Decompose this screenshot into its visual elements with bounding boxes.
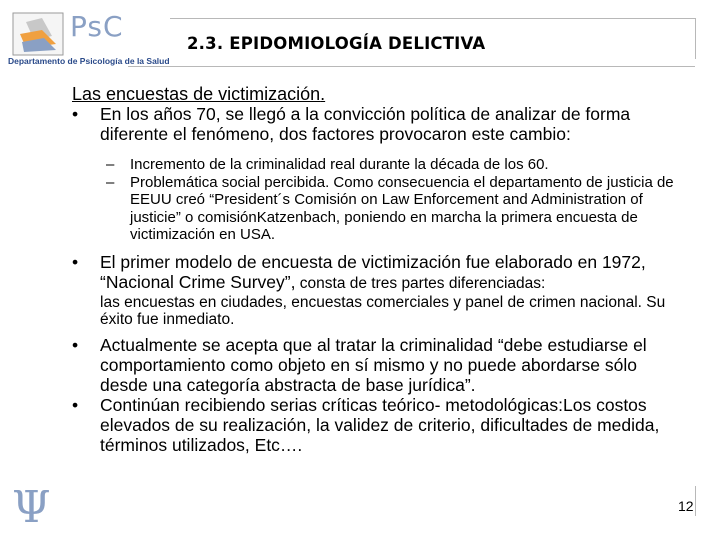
sub-bullet-text: Incremento de la criminalidad real durante la década de los 60. bbox=[130, 156, 549, 173]
sub-bullet-item bbox=[72, 156, 682, 174]
dash-icon: – bbox=[106, 173, 115, 191]
page-number: 12 bbox=[678, 498, 694, 514]
bullet-text: Actualmente se acepta que al tratar la criminalidad “debe estudiarse el comportamiento como objeto en sí mismo y no puede abordarse sólo desde una categoría abstracta de base jurídica”. bbox=[100, 334, 647, 395]
sub-bullet-text: Problemática social percibida. Como consecuencia el departamento de justicia de EEUU creó “President´s Comisión on Law Enforcement and Administration of justicie” o comisiónKatzenbach, poniendo en marcha la primera encuesta de victimización en USA. bbox=[130, 173, 674, 243]
slide-content bbox=[72, 84, 682, 455]
logo-text: PsC bbox=[70, 10, 124, 43]
department-logo bbox=[8, 10, 170, 68]
sub-bullet-item bbox=[72, 174, 682, 244]
logo-subtitle: Departamento de Psicología de la Salud bbox=[8, 56, 170, 66]
section-heading-period: . bbox=[320, 84, 326, 104]
bullet-icon: • bbox=[72, 251, 79, 272]
bullet-icon: • bbox=[72, 334, 79, 355]
slide-title: 2.3. EPIDOMIOLOGÍA DELICTIVA bbox=[187, 34, 486, 53]
psi-logo-icon: Ψ bbox=[12, 482, 51, 533]
section-heading bbox=[72, 84, 682, 104]
bullet-item bbox=[72, 104, 682, 144]
footer-divider bbox=[695, 486, 696, 516]
bullet-text: En los años 70, se llegó a la convicción política de analizar de forma diferente el fenómeno, dos factores provocaron este cambio: bbox=[100, 104, 631, 144]
bullet-item bbox=[72, 335, 682, 395]
bullet-continuation: las encuestas en ciudades, encuestas comerciales y panel de crimen nacional. Su éxito fue inmediato. bbox=[100, 293, 666, 328]
book-logo-icon bbox=[12, 12, 64, 56]
dash-icon: – bbox=[106, 156, 115, 173]
bullet-text-small: consta de tres partes diferenciadas: bbox=[295, 274, 546, 292]
section-heading-text: Las encuestas de victimización bbox=[72, 84, 321, 104]
bullet-text: Continúan recibiendo serias críticas teórico- metodológicas:Los costos elevados de su realización, la validez de criterio, dificultades de medida, términos utilizados, Etc…. bbox=[100, 394, 660, 455]
header-divider bbox=[128, 66, 695, 67]
bullet-item bbox=[72, 252, 682, 294]
bullet-item bbox=[72, 395, 682, 455]
bullet-icon: • bbox=[72, 394, 79, 415]
bullet-text: El primer modelo de encuesta de victimización fue elaborado en 1972, “Nacional Crime Survey”, bbox=[100, 251, 646, 292]
bullet-icon: • bbox=[72, 104, 79, 124]
